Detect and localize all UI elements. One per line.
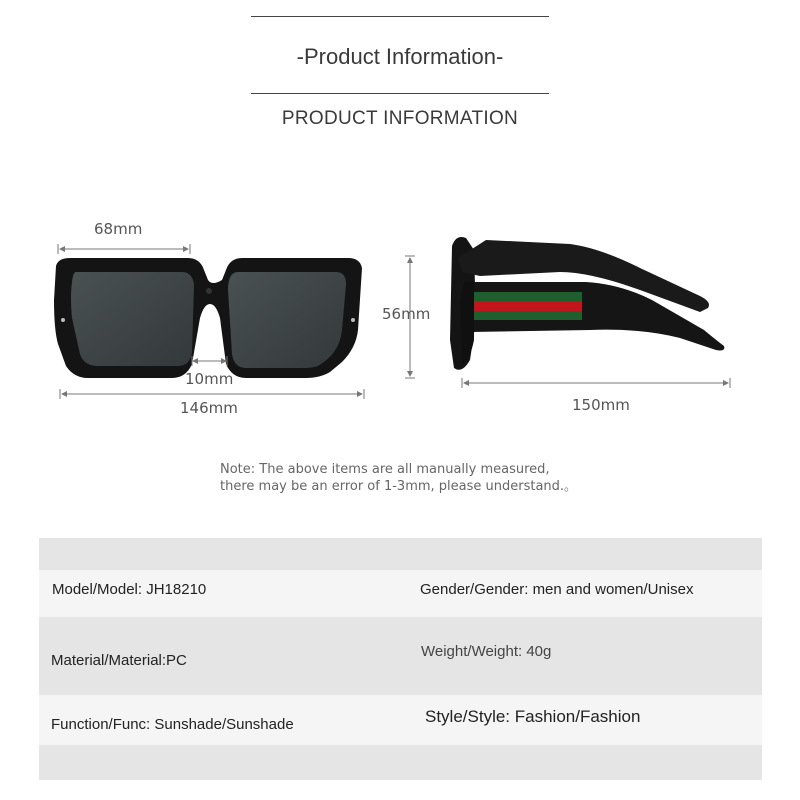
- lens-height-label: 56mm: [382, 305, 431, 323]
- note-line-1: Note: The above items are all manually measured,: [220, 462, 550, 477]
- spec-band-footer: [39, 745, 762, 780]
- temple-stripe-red: [464, 301, 582, 311]
- spec-style: Style/Style: Fashion/Fashion: [425, 707, 641, 726]
- lens-width-label: 68mm: [94, 220, 143, 238]
- frame-width-label: 146mm: [180, 399, 238, 417]
- spec-model: Model/Model: JH18210: [52, 581, 207, 598]
- spec-material: Material/Material:PC: [51, 652, 187, 669]
- side-view-frame: [450, 237, 724, 370]
- temple-stripe-green: [464, 292, 582, 301]
- measurement-note: [220, 461, 577, 495]
- spec-gender: Gender/Gender: men and women/Unisex: [420, 581, 694, 598]
- temple-length-label: 150mm: [572, 396, 630, 414]
- page-subtitle: PRODUCT INFORMATION: [281, 108, 519, 129]
- bridge-label: 10mm: [185, 370, 234, 388]
- right-lens: [228, 272, 346, 368]
- note-line-2: there may be an error of 1-3mm, please understand.。: [220, 479, 578, 494]
- spec-band-header: [39, 538, 762, 570]
- spec-weight: Weight/Weight: 40g: [421, 643, 552, 660]
- left-lens: [71, 272, 194, 366]
- page-title: -Product Information-: [296, 44, 504, 69]
- spec-function: Function/Func: Sunshade/Sunshade: [51, 716, 294, 733]
- front-view-frame: [54, 258, 362, 378]
